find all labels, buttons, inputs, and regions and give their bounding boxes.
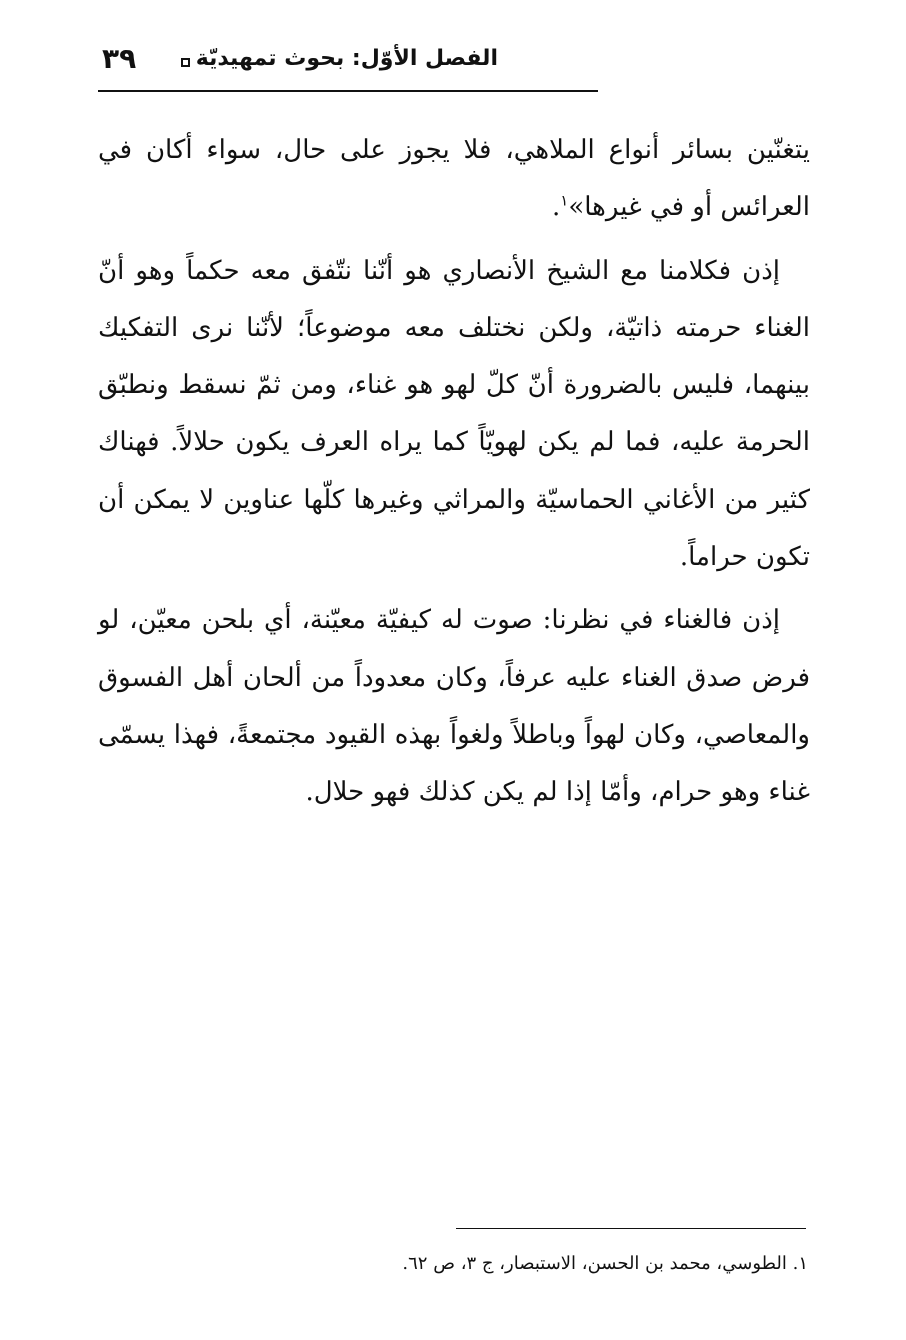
paragraph-1-text: يتغنّين بسائر أنواع الملاهي، فلا يجوز على حال، سواء أكان في العرائس أو في غيرها» [98, 135, 810, 223]
footnote: ١. الطوسي، محمد بن الحسن، الاستبصار، ج ٣، ص ٦٢. [402, 1253, 808, 1274]
main-text [98, 122, 810, 828]
header-rule [98, 90, 598, 92]
paragraph-1 [98, 122, 810, 237]
square-outline-icon [181, 58, 190, 67]
footnote-rule [456, 1228, 806, 1229]
running-header [98, 40, 598, 90]
chapter-title: الفصل الأوّل: بحوث تمهيديّة [195, 46, 498, 71]
paragraph-1-end: . [552, 192, 561, 223]
paragraph-2: إذن فكلامنا مع الشيخ الأنصاري هو أنّنا نتّفق معه حكماً وهو أنّ الغناء حرمته ذاتيّة، ولكن نختلف معه موضوعاً؛ لأنّنا نرى التفكيك بينهما، فليس بالضرورة أنّ كلّ لهو هو غناء، ومن ثمّ نسقط ونطبّق الحرمة عليه، فما لم يكن لهويّاً كما يراه العرف يكون حلالاً. فهناك كثير من الأغاني الحماسيّة والمراثي وغيرها كلّها عناوين لا يمكن أن تكون حراماً. [98, 255, 810, 573]
paragraph-3: إذن فالغناء في نظرنا: صوت له كيفيّة معيّنة، أي بلحن معيّن، لو فرض صدق الغناء عليه عرفاً، وكان معدوداً من ألحان أهل الفسوق والمعاصي، وكان لهواً وباطلاً ولغواً بهذه القيود مجتمعةً، فهذا يسمّى غناء وهو حرام، وأمّا إذا لم يكن كذلك فهو حلال. [98, 605, 811, 808]
page-number: ٣٩ [102, 42, 137, 75]
footnote-reference: ١ [560, 191, 569, 210]
